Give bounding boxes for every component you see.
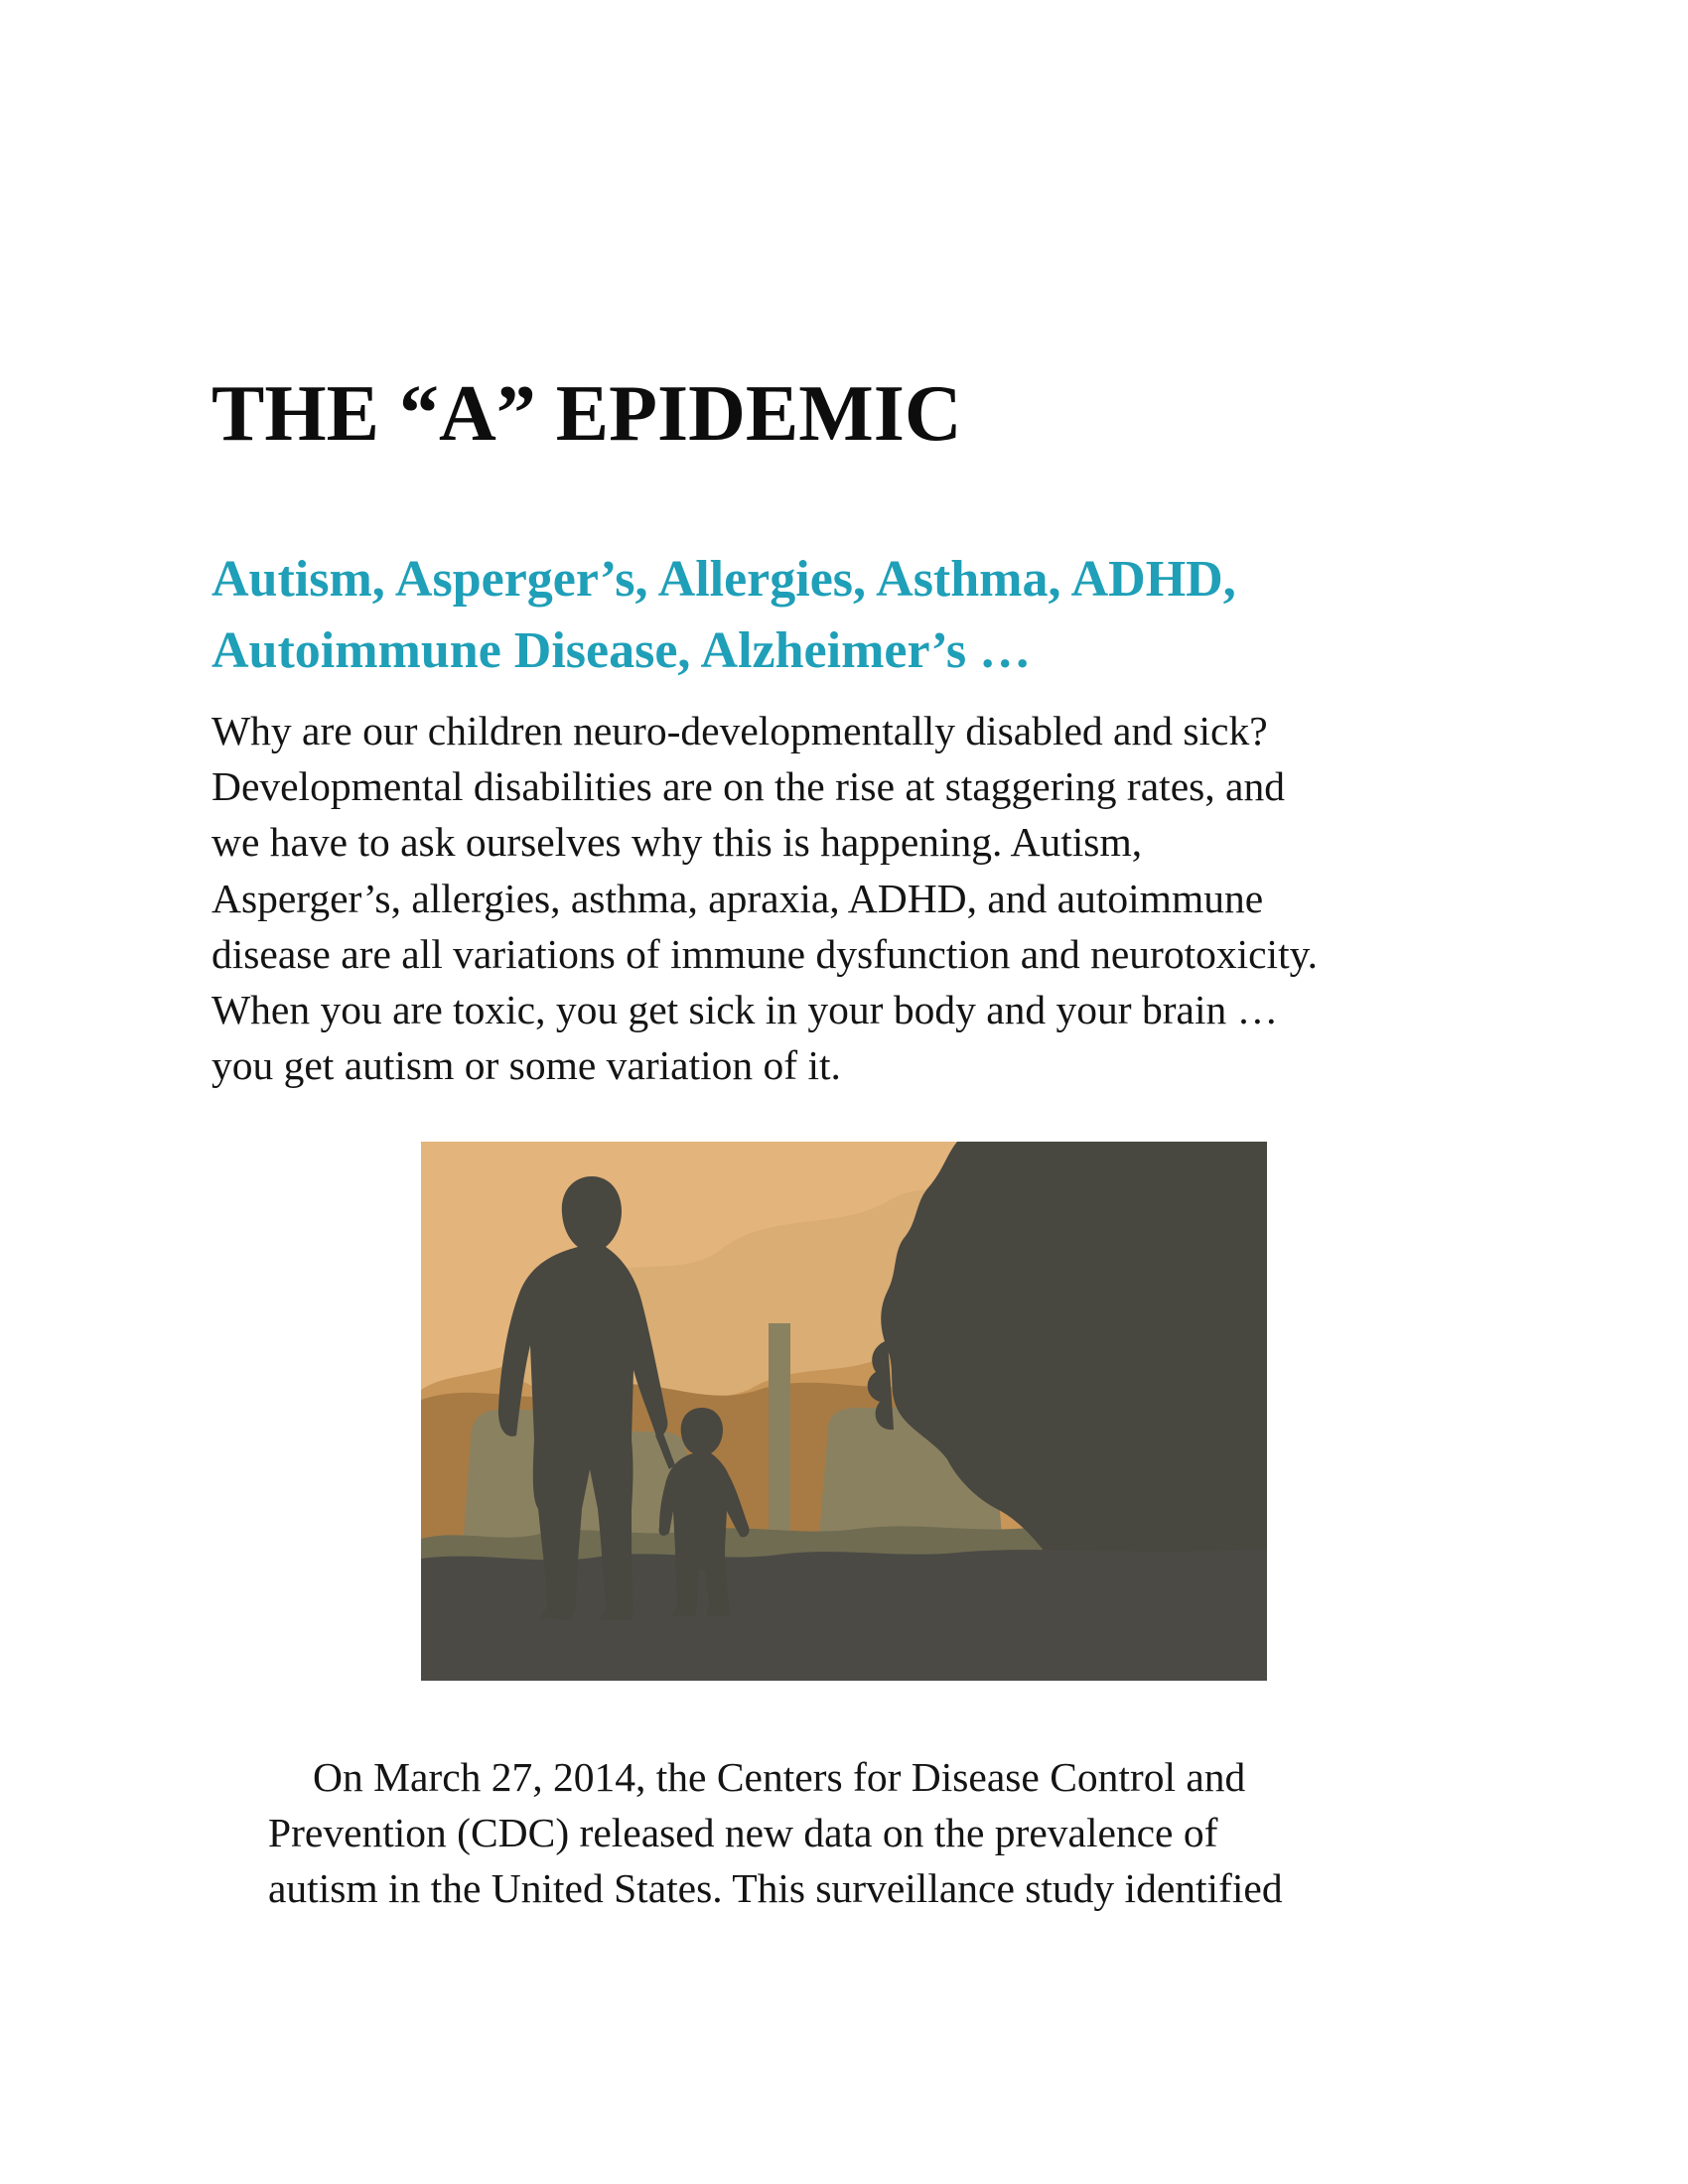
paragraph-line: Prevention (CDC) released new data on the prevalence of (268, 1810, 1218, 1856)
smokestack (769, 1323, 790, 1549)
paragraph-line: we have to ask ourselves why this is happening. Autism, (211, 819, 1143, 866)
paragraph-line: On March 27, 2014, the Centers for Disease Control and (313, 1754, 1246, 1800)
page-title: THE “A” EPIDEMIC (211, 370, 962, 458)
paragraph-line: you get autism or some variation of it. (211, 1042, 841, 1089)
section-subtitle (211, 544, 1502, 687)
illustration-parent-child-factory (421, 1142, 1267, 1681)
paragraph-line: When you are toxic, you get sick in your body and your brain … (211, 987, 1279, 1033)
paragraph-line: Developmental disabilities are on the rise at staggering rates, and (211, 763, 1285, 810)
intro-paragraph (211, 703, 1532, 1093)
subtitle-line: Autism, Asperger’s, Allergies, Asthma, ADHD, (211, 551, 1236, 608)
paragraph-line: Asperger’s, allergies, asthma, apraxia, ADHD, and autoimmune (211, 875, 1264, 921)
illustration-svg (421, 1142, 1267, 1681)
paragraph-line: disease are all variations of immune dysfunction and neurotoxicity. (211, 930, 1319, 977)
subtitle-line: Autoimmune Disease, Alzheimer’s … (211, 622, 1032, 679)
paragraph-line: autism in the United States. This surveillance study identified (268, 1865, 1283, 1912)
paragraph-line: Why are our children neuro-developmentally disabled and sick? (211, 708, 1268, 753)
body-paragraph (268, 1749, 1460, 1917)
